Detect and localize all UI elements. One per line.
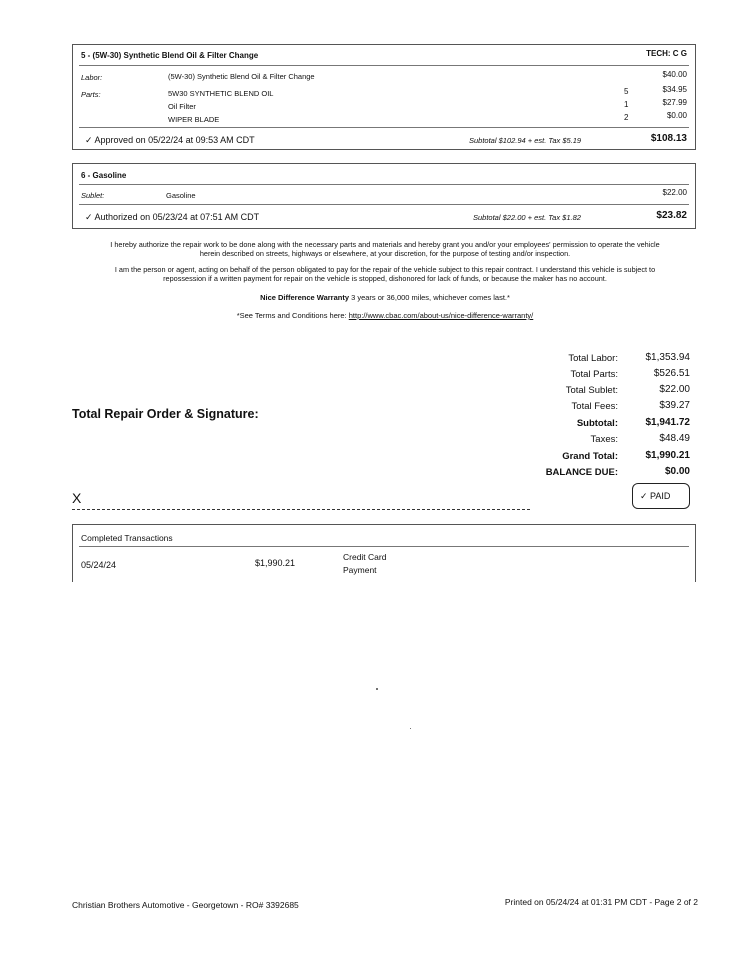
- paid-badge: ✓ PAID: [632, 483, 690, 509]
- part-amount: $27.99: [662, 98, 687, 107]
- divider: [79, 65, 689, 66]
- part-quantity: 5: [624, 87, 629, 96]
- sublet-amount: $22.00: [662, 188, 687, 197]
- warranty-terms-link[interactable]: http://www.cbac.com/about-us/nice-difference-warranty/: [348, 311, 534, 320]
- grand-total-value: $1,990.21: [645, 450, 690, 461]
- footer-print-info: Printed on 05/24/24 at 01:31 PM CDT - Page 2 of 2: [504, 897, 698, 907]
- transaction-method: Payment: [343, 565, 377, 575]
- divider: [79, 184, 689, 185]
- transactions-heading: Completed Transactions: [81, 533, 173, 543]
- part-quantity: 2: [624, 113, 629, 122]
- scan-speck: [376, 688, 378, 690]
- labor-amount: $40.00: [662, 70, 687, 79]
- total-repair-order-heading: Total Repair Order & Signature:: [72, 407, 259, 421]
- repossession-line: I am the person or agent, acting on behalf of the person obligated to pay for the repair of the vehicle subject to this repair contract. I understand this vehicle is subject to: [114, 265, 656, 274]
- balance-due-label: BALANCE DUE:: [545, 467, 618, 478]
- job-6-title: 6 - Gasoline: [81, 171, 127, 180]
- authorization-line: herein described on streets, highways or elsewhere, at your discretion, for the purpose of testing and/or inspection.: [199, 249, 571, 258]
- repossession-paragraph: [72, 265, 698, 283]
- terms-line: [72, 311, 698, 320]
- divider: [79, 204, 689, 205]
- total-fees-label: Total Fees:: [571, 401, 618, 412]
- terms-text: *See Terms and Conditions here:: [236, 311, 349, 320]
- total-sublet-value: $22.00: [659, 384, 690, 395]
- balance-due-value: $0.00: [664, 466, 690, 477]
- taxes-value: $48.49: [659, 433, 690, 444]
- part-description: 5W30 SYNTHETIC BLEND OIL: [168, 89, 274, 98]
- subtotal-label: Subtotal:: [576, 418, 618, 429]
- total-fees-value: $39.27: [659, 400, 690, 411]
- total-labor-label: Total Labor:: [568, 353, 618, 364]
- total-parts-value: $526.51: [653, 368, 690, 379]
- job-6-authorization-status: ✓ Authorized on 05/23/24 at 07:51 AM CDT: [85, 212, 260, 222]
- total-labor-value: $1,353.94: [645, 352, 690, 363]
- job-5-title: 5 - (5W-30) Synthetic Blend Oil & Filter Change: [81, 51, 259, 60]
- job-6-subtotal: Subtotal $22.00 + est. Tax $1.82: [473, 213, 581, 222]
- transaction-method: Credit Card: [343, 552, 387, 562]
- completed-transactions-section: [72, 524, 696, 582]
- warranty-terms: 3 years or 36,000 miles, whichever comes last.*: [349, 293, 510, 302]
- parts-label: Parts:: [81, 90, 101, 99]
- job-5-subtotal: Subtotal $102.94 + est. Tax $5.19: [469, 136, 582, 145]
- scan-speck: [410, 728, 411, 729]
- job-5-tech: TECH: C G: [646, 49, 687, 58]
- job-6-total: $23.82: [656, 210, 687, 221]
- warranty-line: [72, 293, 698, 302]
- labor-label: Labor:: [81, 73, 103, 82]
- divider: [79, 546, 689, 547]
- total-sublet-label: Total Sublet:: [565, 385, 618, 396]
- part-amount: $0.00: [666, 111, 687, 120]
- authorization-paragraph: [72, 240, 698, 258]
- warranty-name: Nice Difference Warranty: [260, 293, 349, 302]
- signature-line[interactable]: [72, 509, 530, 510]
- sublet-label: Sublet:: [81, 191, 105, 200]
- footer-shop-info: Christian Brothers Automotive - Georgetown - RO# 3392685: [72, 900, 299, 910]
- job-5-section: [72, 44, 696, 150]
- job-6-section: [72, 163, 696, 229]
- total-parts-label: Total Parts:: [570, 369, 618, 380]
- sublet-description: Gasoline: [166, 191, 196, 200]
- taxes-label: Taxes:: [590, 434, 618, 445]
- labor-description: (5W-30) Synthetic Blend Oil & Filter Change: [168, 72, 315, 81]
- part-quantity: 1: [624, 100, 629, 109]
- part-amount: $34.95: [662, 85, 687, 94]
- job-5-approval-status: ✓ Approved on 05/22/24 at 09:53 AM CDT: [85, 135, 255, 145]
- job-5-total: $108.13: [650, 133, 687, 144]
- authorization-line: I hereby authorize the repair work to be done along with the necessary parts and materials and hereby grant you and/or your employees' permission to operate the vehicle: [110, 240, 660, 249]
- divider: [79, 127, 689, 128]
- subtotal-value: $1,941.72: [645, 417, 690, 428]
- repossession-line: repossession if a written payment for repair on the vehicle is stopped, dishonored for lack of funds, or because the maker has no account.: [163, 274, 607, 283]
- grand-total-label: Grand Total:: [562, 451, 618, 462]
- transaction-amount: $1,990.21: [255, 558, 296, 568]
- part-description: Oil Filter: [168, 102, 196, 111]
- part-description: WIPER BLADE: [168, 115, 220, 124]
- transaction-date: 05/24/24: [81, 560, 117, 570]
- signature-mark: X: [72, 490, 82, 506]
